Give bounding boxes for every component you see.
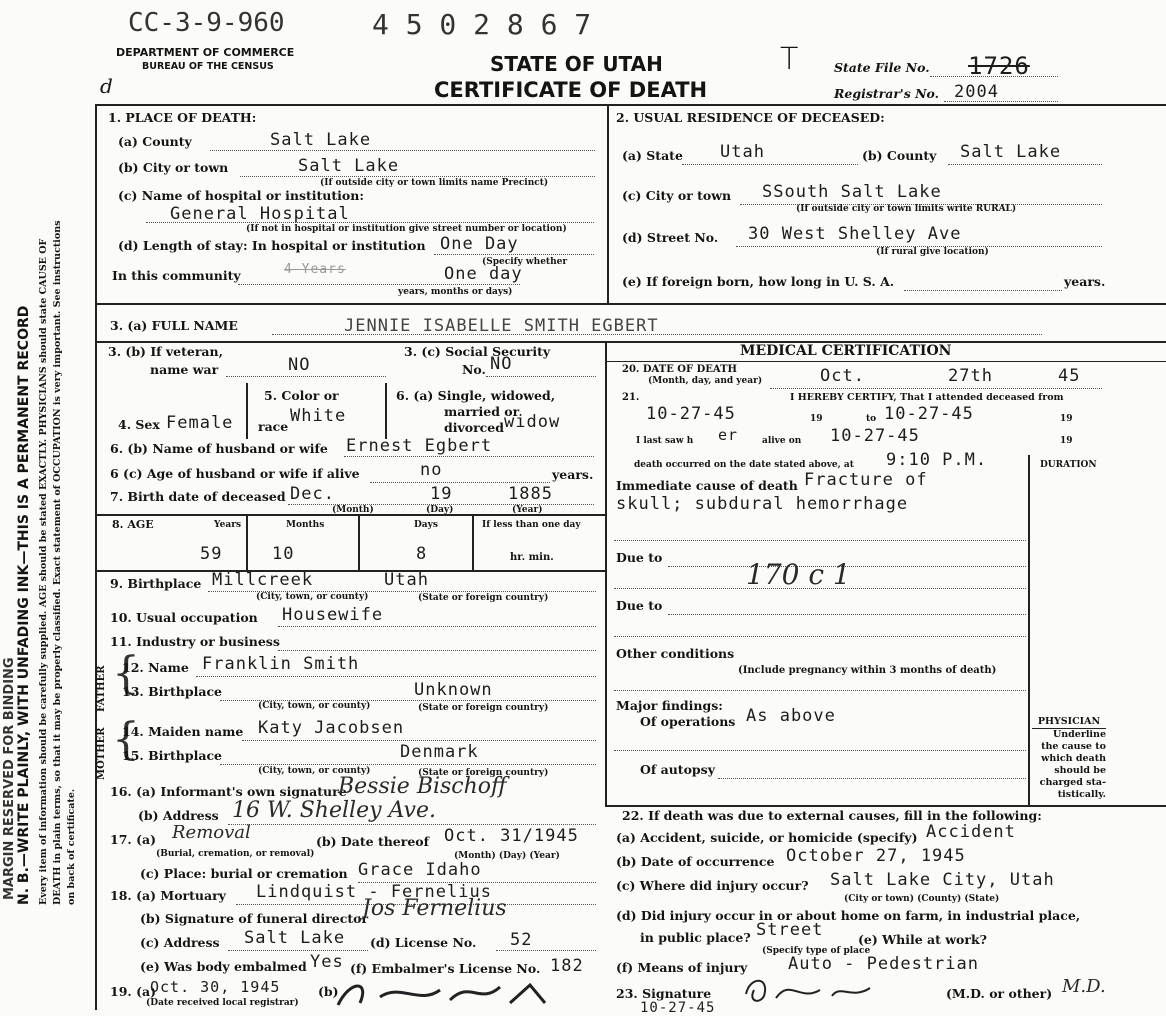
- pod-stay-value: One Day: [440, 234, 519, 254]
- mother-city-caption: (City, town, or county): [258, 766, 371, 776]
- occupation-label: 10. Usual occupation: [110, 610, 258, 625]
- res-state-label: (a) State: [622, 148, 683, 163]
- embalmed-value: Yes: [310, 952, 344, 972]
- bottom-date: 10-27-45: [640, 1000, 716, 1016]
- informant-address-label: (b) Address: [138, 808, 219, 823]
- operations-label: Of operations: [640, 714, 736, 729]
- death-day: 27th: [948, 366, 993, 386]
- pod-hospital-label: (c) Name of hospital or institution:: [118, 188, 364, 203]
- physician-box-line: which death: [1041, 753, 1106, 764]
- received-b-label: (b): [318, 984, 339, 999]
- margin-instructions-3: on back of certificate.: [66, 788, 77, 905]
- pod-county-label: (a) County: [118, 134, 192, 149]
- external-b-value: October 27, 1945: [786, 846, 966, 866]
- cause-code: 170 c 1: [746, 558, 851, 591]
- burial-address: Salt Lake: [244, 928, 346, 948]
- marital-label-2: married or: [444, 404, 520, 419]
- race-label: race: [258, 419, 289, 434]
- alive-on-label: alive on: [762, 436, 802, 446]
- state-file-label: State File No.: [834, 60, 930, 75]
- pod-hospital-value: General Hospital: [170, 204, 350, 224]
- mother-name-label: 14. Maiden name: [122, 724, 244, 739]
- place-of-death-heading: 1. PLACE OF DEATH:: [108, 110, 257, 125]
- mother-birthplace-value: Denmark: [400, 742, 479, 762]
- external-d-label: (d) Did injury occur in or about home on farm, in industrial place,: [616, 908, 1081, 923]
- birthplace-city: Millcreek: [212, 570, 314, 590]
- external-f-label: (f) Means of injury: [616, 960, 748, 975]
- burial-label: 17. (a): [110, 832, 157, 847]
- physician-signature-scribble: [740, 972, 890, 1006]
- informant-signature: Bessie Bischoff: [338, 774, 507, 799]
- ss-value: NO: [490, 354, 513, 374]
- sex-label: 4. Sex: [118, 417, 160, 432]
- birth-month-caption: (Month): [332, 505, 374, 515]
- birthplace-state: Utah: [384, 570, 429, 590]
- father-tag: FATHER: [96, 665, 107, 712]
- mortuary-value: Lindquist - Fernelius: [256, 882, 492, 902]
- age-hr-min: hr. min.: [510, 552, 554, 563]
- death-year: 45: [1058, 366, 1081, 386]
- death-month: Oct.: [820, 366, 865, 386]
- birthplace-city-caption: (City, town, or county): [256, 592, 369, 602]
- pod-community-note: years, months or days): [398, 287, 513, 297]
- external-c-label: (c) Where did injury occur?: [616, 878, 809, 893]
- birth-label: 7. Birth date of deceased: [110, 489, 286, 504]
- attended-from: 10-27-45: [646, 404, 736, 424]
- age-months-header: Months: [286, 520, 325, 530]
- duration-header: DURATION: [1040, 460, 1097, 470]
- n21: 21.: [622, 392, 640, 403]
- burial-disposition-note: (Burial, cremation, or removal): [156, 849, 315, 859]
- received-date: Oct. 30, 1945: [150, 978, 281, 996]
- birth-year-caption: (Year): [512, 505, 543, 515]
- external-f-value: Auto - Pedestrian: [788, 954, 979, 974]
- mother-tag: MOTHER: [96, 727, 107, 780]
- md-label: (M.D. or other): [946, 986, 1053, 1001]
- director-signature: Jos Fernelius: [362, 896, 507, 921]
- res-city-note: (If outside city or town limits write RURAL): [796, 204, 1017, 214]
- certify-text: I HEREBY CERTIFY, That I attended deceased from: [790, 392, 1064, 403]
- burial-disposition: Removal: [172, 822, 251, 843]
- res-street-note: (If rural give location): [876, 247, 989, 257]
- margin-instructions-1: Every item of information should be carefully supplied. AGE should be stated EXACTLY. PHYSICIANS should state CAUSE OF: [38, 238, 49, 905]
- age-months: 10: [272, 544, 295, 564]
- death-time: 9:10 P.M.: [886, 450, 988, 470]
- res-county-value: Salt Lake: [960, 142, 1062, 162]
- sex-value: Female: [166, 413, 234, 433]
- department: DEPARTMENT OF COMMERCE: [116, 46, 295, 59]
- spouse-label: 6. (b) Name of husband or wife: [110, 441, 328, 456]
- operations-value: As above: [746, 706, 836, 726]
- pod-community-value: One day: [444, 264, 523, 284]
- father-birthplace-value: Unknown: [414, 680, 493, 700]
- res-years: years.: [1064, 274, 1106, 289]
- birth-month: Dec.: [290, 484, 335, 504]
- registrar-signature-scribble: [330, 975, 560, 1010]
- age-years: 59: [200, 544, 223, 564]
- received-label: 19. (a): [110, 984, 157, 999]
- bureau: BUREAU OF THE CENSUS: [142, 61, 274, 72]
- state-file-value: 1726: [968, 52, 1030, 80]
- attended-to: 10-27-45: [884, 404, 974, 424]
- spouse-age-label: 6 (c) Age of husband or wife if alive: [110, 466, 360, 481]
- residence-heading: 2. USUAL RESIDENCE OF DECEASED:: [616, 110, 885, 125]
- burial-date-label: (b) Date thereof: [316, 834, 430, 849]
- to-text: to: [866, 414, 877, 424]
- occurred-label: death occurred on the date stated above, at: [634, 460, 854, 470]
- res-foreign-label: (e) If foreign born, how long in U. S. A.: [622, 274, 895, 289]
- marital-value: widow: [504, 412, 561, 432]
- pod-county-value: Salt Lake: [270, 130, 372, 150]
- res-street-label: (d) Street No.: [622, 230, 719, 245]
- mother-state-caption: (State or foreign country): [418, 768, 549, 778]
- state-title: STATE OF UTAH: [490, 52, 663, 76]
- ss-no-label: No.: [462, 362, 486, 377]
- father-birthplace-label: 13. Birthplace: [122, 684, 223, 699]
- industry-label: 11. Industry or business: [110, 634, 280, 649]
- birth-day-caption: (Day): [426, 505, 454, 515]
- res-city-label: (c) City or town: [622, 188, 732, 203]
- burial-place: Grace Idaho: [358, 860, 482, 880]
- pod-community-label: In this community: [112, 268, 241, 283]
- external-b-label: (b) Date of occurrence: [616, 854, 775, 869]
- other-conditions-note: (Include pregnancy within 3 months of death): [738, 665, 997, 676]
- embalmed-label: (e) Was body embalmed: [140, 959, 307, 974]
- physician-box-line: PHYSICIAN: [1032, 716, 1106, 729]
- burial-date-note: (Month) (Day) (Year): [454, 851, 560, 861]
- full-name-value: JENNIE ISABELLE SMITH EGBERT: [344, 316, 659, 336]
- burial-date: Oct. 31/1945: [444, 826, 579, 846]
- father-name-label: 12. Name: [122, 660, 189, 675]
- registrar-value: 2004: [954, 82, 999, 102]
- other-conditions-label: Other conditions: [616, 646, 735, 661]
- birth-day: 19: [430, 484, 453, 504]
- mark-d: d: [100, 74, 113, 98]
- mother-brace: {: [112, 714, 140, 765]
- res-state-value: Utah: [720, 142, 765, 162]
- stamp-code: CC-3-9-960: [128, 8, 285, 38]
- director-label: (b) Signature of funeral director: [140, 911, 369, 926]
- cause-line-1: Fracture of: [804, 470, 928, 490]
- occupation-value: Housewife: [282, 605, 384, 625]
- physician-box-line: tistically.: [1057, 789, 1106, 800]
- birthplace-label: 9. Birthplace: [110, 576, 202, 591]
- last-saw-her: er: [718, 426, 739, 444]
- medical-heading: MEDICAL CERTIFICATION: [740, 343, 952, 359]
- external-d-value: Street: [756, 920, 824, 940]
- pod-city-note: (If outside city or town limits name Precinct): [320, 178, 549, 188]
- embalmer-value: 182: [550, 956, 584, 976]
- father-state-caption: (State or foreign country): [418, 703, 549, 713]
- license-label: (d) License No.: [370, 935, 477, 950]
- physician-box-line: the cause to: [1041, 741, 1106, 752]
- spouse-age-value: no: [420, 460, 443, 480]
- color-value: White: [290, 406, 347, 426]
- page-title: CERTIFICATE OF DEATH: [434, 78, 708, 102]
- veteran-label: 3. (b) If veteran,: [108, 344, 223, 359]
- nineteen-2: 19: [1060, 414, 1073, 424]
- spouse-age-years: years.: [552, 467, 594, 482]
- last-saw-label: I last saw h: [636, 436, 694, 446]
- veteran-value: NO: [288, 355, 311, 375]
- mark-t: T: [780, 42, 799, 77]
- birth-year: 1885: [508, 484, 553, 504]
- res-street-value: 30 West Shelley Ave: [748, 224, 962, 244]
- margin-binding-text: MARGIN RESERVED FOR BINDING: [2, 657, 17, 900]
- signature-label: 23. Signature: [616, 986, 712, 1001]
- autopsy-label: Of autopsy: [640, 762, 715, 777]
- pod-hospital-note: (If not in hospital or institution give street number or location): [246, 224, 567, 234]
- embalmer-label: (f) Embalmer's License No.: [350, 961, 541, 976]
- date-of-death-label: 20. DATE OF DEATH: [622, 364, 737, 375]
- license-value: 52: [510, 930, 533, 950]
- external-e-label: (e) While at work?: [858, 932, 987, 947]
- external-c-value: Salt Lake City, Utah: [830, 870, 1055, 890]
- nineteen-3: 19: [1060, 436, 1073, 446]
- spouse-value: Ernest Egbert: [346, 436, 493, 456]
- external-public-label: in public place?: [640, 930, 751, 945]
- pod-city-label: (b) City or town: [118, 160, 229, 175]
- age-years-header: Years: [214, 520, 242, 530]
- physician-box-line: Underline: [1052, 729, 1106, 740]
- father-name-value: Franklin Smith: [202, 654, 360, 674]
- external-c-note: (City or town) (County) (State): [844, 894, 1000, 904]
- physician-box-line: should be: [1054, 765, 1106, 776]
- color-label: 5. Color or: [264, 388, 339, 403]
- age-less-day-header: If less than one day: [482, 520, 581, 530]
- marital-label: 6. (a) Single, widowed,: [396, 388, 556, 403]
- margin-instructions-2: DEATH in plain terms, so that it may be properly classified. Exact statement of OCCUPATION is very important. See instructions: [52, 220, 63, 905]
- due-to-2-label: Due to: [616, 598, 663, 613]
- res-city-value: SSouth Salt Lake: [762, 182, 942, 202]
- certificate-number: 4 5 0 2 8 6 7: [372, 8, 592, 41]
- external-a-value: Accident: [926, 822, 1016, 842]
- full-name-label: 3. (a) FULL NAME: [110, 318, 238, 333]
- cause-label: Immediate cause of death: [616, 478, 798, 493]
- external-d-note: (Specify type of place: [762, 946, 871, 956]
- res-county-label: (b) County: [862, 148, 937, 163]
- informant-address: 16 W. Shelley Ave.: [232, 798, 436, 823]
- pod-stay-label: (d) Length of stay: In hospital or institution: [118, 238, 426, 253]
- age-days: 8: [416, 544, 428, 564]
- last-saw-value: 10-27-45: [830, 426, 920, 446]
- burial-address-label: (c) Address: [140, 935, 220, 950]
- marital-label-3: divorced: [444, 420, 504, 435]
- received-note: (Date received local registrar): [146, 998, 299, 1008]
- mother-birthplace-label: 15. Birthplace: [122, 748, 223, 763]
- ss-label: 3. (c) Social Security: [404, 344, 551, 359]
- pod-community-struck: 4 Years: [284, 262, 346, 277]
- war-label: name war: [150, 362, 219, 377]
- age-label: 8. AGE: [112, 518, 154, 531]
- date-of-death-note: (Month, day, and year): [648, 376, 763, 386]
- margin-notice: N. B.—WRITE PLAINLY, WITH UNFADING INK—THIS IS A PERMANENT RECORD: [16, 305, 32, 905]
- external-a-label: (a) Accident, suicide, or homicide (specify): [616, 830, 918, 845]
- physician-box-line: charged sta-: [1039, 777, 1106, 788]
- pod-city-value: Salt Lake: [298, 156, 400, 176]
- informant-label: 16. (a) Informant's own signature: [110, 784, 347, 799]
- nineteen-1: 19: [810, 414, 823, 424]
- due-to-1-label: Due to: [616, 550, 663, 565]
- pod-specify-note: (Specify whether: [482, 257, 568, 267]
- father-brace: {: [112, 648, 140, 699]
- father-city-caption: (City, town, or county): [258, 701, 371, 711]
- external-heading: 22. If death was due to external causes, fill in the following:: [622, 808, 1042, 823]
- cause-line-2: skull; subdural hemorrhage: [616, 494, 909, 514]
- age-days-header: Days: [414, 520, 438, 530]
- registrar-label: Registrar's No.: [834, 86, 940, 101]
- burial-place-label: (c) Place: burial or cremation: [140, 866, 348, 881]
- mortuary-label: 18. (a) Mortuary: [110, 888, 226, 903]
- birthplace-state-caption: (State or foreign country): [418, 593, 549, 603]
- physician-box: [1032, 716, 1106, 801]
- mother-name-value: Katy Jacobsen: [258, 718, 405, 738]
- md-value: M.D.: [1062, 976, 1106, 997]
- major-findings-label: Major findings:: [616, 698, 723, 713]
